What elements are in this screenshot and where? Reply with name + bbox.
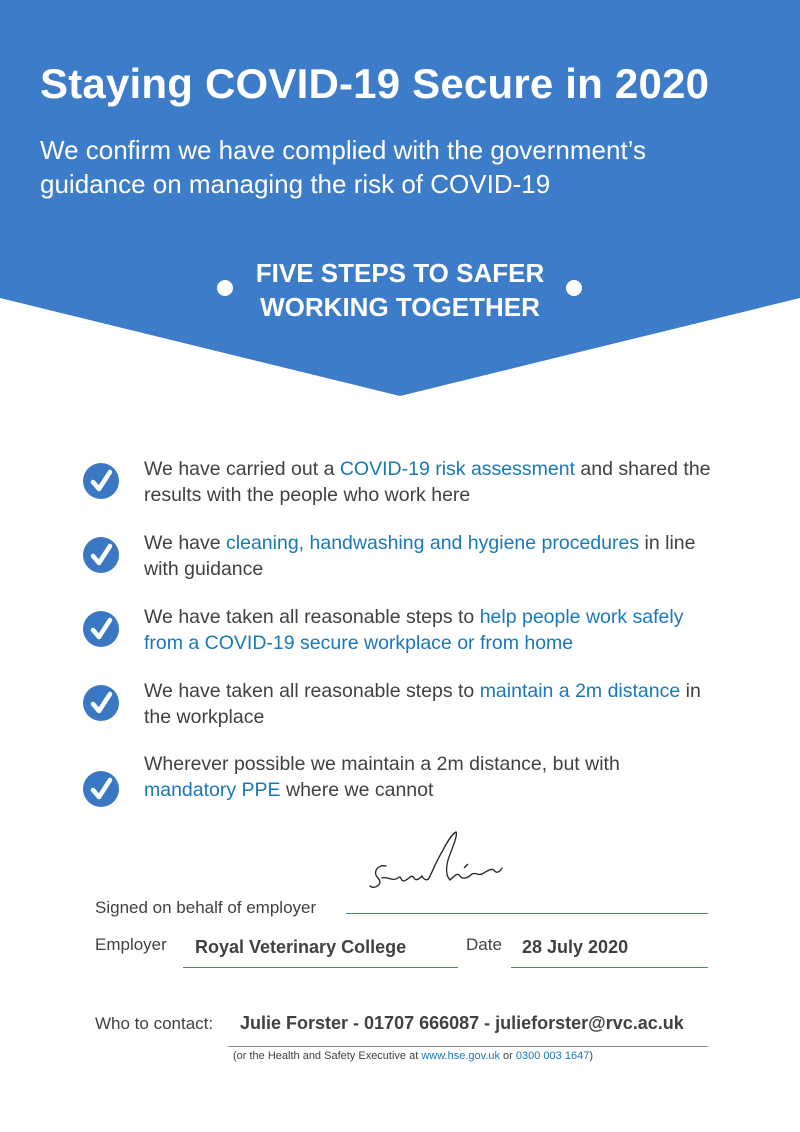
header-banner [0, 0, 800, 400]
signature-label: Signed on behalf of employer [95, 898, 317, 917]
date-value: 28 July 2020 [522, 937, 629, 957]
contact-value: Julie Forster - 01707 666087 - julieforster@rvc.ac.uk [240, 1013, 684, 1033]
step-text: Wherever possible we maintain a 2m distance, but with mandatory PPE where we cannot [144, 753, 620, 801]
bullet-dot-right [566, 280, 582, 296]
checkmark-icon [83, 611, 119, 647]
step-text: We have carried out a COVID-19 risk assessment and shared the results with the people who work here [144, 458, 711, 506]
step-highlight: help people work safely from a COVID-19 secure workplace or from home [144, 606, 684, 654]
step-text: We have taken all reasonable steps to help people work safely from a COVID-19 secure workplace or from home [144, 606, 684, 654]
step-text: We have cleaning, handwashing and hygiene procedures in line with guidance [144, 532, 696, 580]
steps-heading: FIVE STEPS TO SAFER WORKING TOGETHER [255, 258, 545, 322]
step-highlight: maintain a 2m distance [479, 680, 681, 702]
date-label: Date [466, 935, 502, 954]
contact-label: Who to contact: [95, 1014, 214, 1033]
hse-website-link[interactable]: www.hse.gov.uk [421, 1050, 500, 1062]
signature-line [346, 913, 708, 914]
employer-label: Employer [95, 935, 167, 954]
step-highlight: COVID-19 risk assessment [339, 458, 575, 480]
page-title: Staying COVID-19 Secure in 2020 [40, 60, 710, 107]
date-line [511, 967, 708, 968]
page-subtitle: We confirm we have complied with the government’s guidance on managing the risk of COVID-19 [40, 135, 646, 199]
checkmark-icon [83, 463, 119, 499]
signature-image [368, 828, 518, 898]
employer-line [183, 967, 458, 968]
checkmark-icon [83, 771, 119, 807]
contact-line [228, 1046, 708, 1047]
step-highlight: mandatory PPE [144, 779, 281, 801]
hse-phone-link[interactable]: 0300 003 1647 [515, 1050, 590, 1062]
checkmark-icon [83, 685, 119, 721]
employer-value: Royal Veterinary College [195, 937, 407, 957]
checkmark-icon [83, 537, 119, 573]
step-highlight: cleaning, handwashing and hygiene procedures [226, 532, 640, 554]
footnote: (or the Health and Safety Executive at www.hse.gov.uk or 0300 003 1647) [233, 1050, 593, 1062]
step-text: We have taken all reasonable steps to maintain a 2m distance in the workplace [144, 680, 701, 728]
